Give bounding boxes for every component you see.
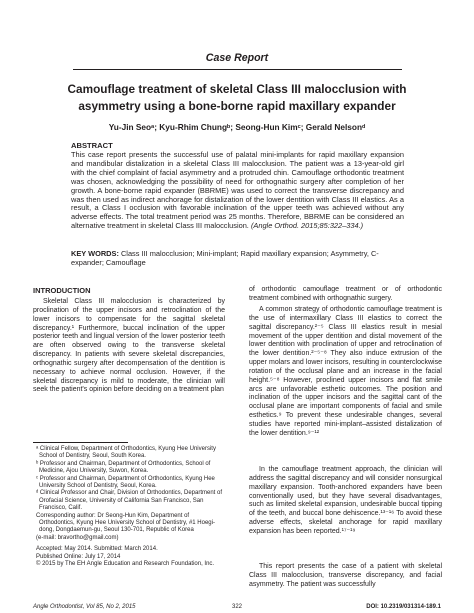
keywords	[71, 250, 404, 268]
footnote-corresponding-author: Corresponding author: Dr Seong-Hun Kim, Department of Orthodontics, Kyung Hee University School of Dentistry, #1 Hoegi-dong, Dongdaemun-gu, Seoul 130-701, Republic of Korea	[36, 512, 215, 534]
abstract-text: This case report presents the successful use of palatal mini-implants for rapid maxillary expansion and mandibular distalization in a skeletal Class III malocclusion. The patient was a 13-year-old girl with the chief complaint of facial asymmetry and a protruded chin. Camouflage orthodontic treatment was chosen, acknowledging the possibility of need for orthognathic surgery after completion of her growth. A bone-borne rapid expander (BBRME) was used to correct the transverse discrepancy and was then used as indirect anchorage for distalization of the lower dentition with Class III elastics. As a result, a Class I occlusion with favorable inclination of the upper teeth was achieved without any adverse effects. The total treatment period was 25 months. Therefore, BBRME can be considered an alternative treatment in skeletal Class III malocclusion.	[71, 150, 404, 231]
abstract-heading: ABSTRACT	[71, 141, 113, 150]
footer-doi[interactable]: DOI: 10.2319/031314-189.1	[366, 604, 441, 610]
footnote-dates: Accepted: May 2014. Submitted: March 2014.	[36, 546, 158, 553]
keywords-label: KEY WORDS:	[71, 249, 119, 258]
footnote-affiliation-a: ᵃ Clinical Fellow, Department of Orthodontics, Kyung Hee University School of Dentistry, Seoul, South Korea.	[36, 446, 216, 460]
footnote-email[interactable]: (e-mail: bravortho@gmail.com)	[36, 534, 119, 541]
section-label: Case Report	[205, 52, 269, 64]
right-paragraph-3: In the camouflage treatment approach, the clinician will address the sagittal discrepancy and will consider nonsurgical maxillary expansion. Tooth-anchored expanders have been conventionally used, but they have several disadvantages, such as limited skeletal expansion, undesirable buccal tipping of the teeth, and buccal bone dehiscence.¹³⁻¹⁶ To avoid these adverse effects, skeletal anchorage for rapid maxillary expansion has been reported.¹⁷⁻¹⁹	[249, 466, 442, 535]
header-rule	[73, 69, 402, 70]
introduction-heading: INTRODUCTION	[33, 286, 91, 295]
footnote-copyright: © 2015 by The EH Angle Education and Research Foundation, Inc.	[36, 561, 215, 568]
footnote-rule	[33, 442, 128, 443]
author-list: Yu-Jin Seoᵃ; Kyu-Rhim Chungᵇ; Seong-Hun Kimᶜ; Gerald Nelsonᵈ	[108, 122, 366, 132]
introduction-paragraph: Skeletal Class III malocclusion is characterized by proclination of the upper incisors and retroclination of the lower incisors to compensate for the sagittal skeletal discrepancy.¹ Furthermore, buccal inclination of the upper posterior teeth and lingual version of the lower posterior teeth are often observed owing to the transverse skeletal discrepancy. In patients with severe skeletal discrepancies, orthognathic surgery after decompensation of the dentition is necessary to achieve normal occlusion. However, if the skeletal discrepancy is mild to moderate, the clinician will seek the patient's opinion before deciding on a treatment plan	[33, 298, 225, 394]
footer-page-number: 322	[231, 604, 242, 610]
footnote-affiliation-b: ᵇ Professor and Chairman, Department of Orthodontics, School of Medicine, Ajou University, Suwon, Korea.	[36, 460, 211, 475]
footnote-published: Published Online: July 17, 2014	[36, 553, 121, 560]
right-paragraph-1: of orthodontic camouflage treatment or of orthodontic treatment combined with orthognathic surgery.	[249, 286, 442, 302]
right-paragraph-4: This report presents the case of a patient with skeletal Class III malocclusion, transverse discrepancy, and facial asymmetry. The patient was successfully	[249, 563, 442, 588]
right-paragraph-2: A common strategy of orthodontic camouflage treatment is the use of intermaxillary Class III elastics to correct the sagittal discrepancy.²⁻⁵ Class III elastics result in mesial movement of the upper dentition and distal movement of the lower dentition with proclination of upper and retroclination of the lower dentition.²⁻⁵⁻⁸ They also induce extrusion of the upper molars and lower incisors, resulting in counterclockwise rotation of the occlusal plane and an increase in the facial height.⁵⁻⁸ However, proclined upper incisors and flat smile arcs are unfavorable esthetic outcomes. The position and inclination of the upper incisors and the sagittal cant of the occlusal plane are important components of facial and smile esthetics.⁹ To prevent these undesirable changes, several studies have reported mini-implant–assisted distalization of the lower dentition.⁹⁻¹²	[249, 306, 442, 437]
keywords-text: Class III malocclusion; Mini-implant; Rapid maxillary expansion; Asymmetry, C-expander; Camouflage	[71, 249, 379, 267]
footnote-affiliation-c: ᶜ Professor and Chairman, Department of Orthodontics, Kyung Hee University School of Dentistry, Seoul, Korea.	[36, 475, 215, 490]
footnote-affiliation-d: ᵈ Clinical Professor and Chair, Division of Orthodontics, Department of Orofacial Science, University of California San Francisco, San Francisco, Calif.	[36, 490, 223, 512]
footnotes	[33, 446, 225, 569]
article-title: Camouflage treatment of skeletal Class III malocclusion with asymmetry using a bone-borne rapid maxillary expander	[67, 82, 407, 113]
abstract-citation: (Angle Orthod. 2015;85:322–334.)	[250, 221, 364, 231]
footer-journal: Angle Orthodontist, Vol 85, No 2, 2015	[33, 604, 136, 610]
abstract-body	[71, 151, 404, 231]
